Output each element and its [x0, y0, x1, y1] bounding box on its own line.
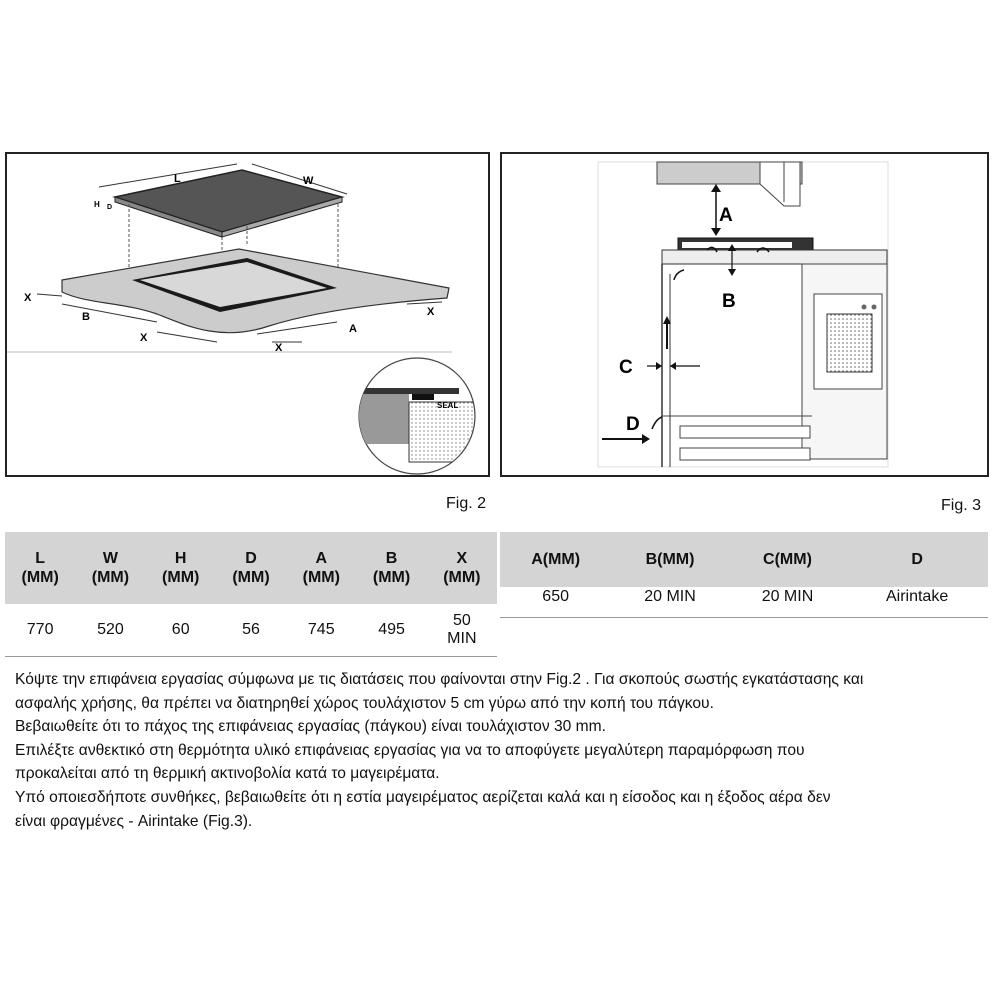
- header-D: D: [846, 532, 988, 587]
- label-X-bottom: X: [140, 332, 148, 344]
- label-B: B: [722, 291, 736, 312]
- value-A: 745: [286, 604, 356, 657]
- header-A: A (MM): [286, 532, 356, 604]
- value-W: 520: [75, 604, 145, 657]
- table-row: [500, 587, 988, 618]
- label-X-bottom-right: X: [275, 342, 283, 354]
- label-A: A: [719, 205, 733, 226]
- ventilation-drawing: [502, 154, 987, 475]
- seal-detail: [359, 358, 479, 474]
- label-D: D: [107, 204, 113, 211]
- figure-3-caption: Fig. 3: [941, 497, 982, 514]
- table-row: [5, 604, 497, 657]
- instruction-line: Επιλέξτε ανθεκτικό στη θερμότητα υλικό επιφάνειας εργασίας για να το αποφύγετε μεγαλύτερη παραμόρφωση που: [15, 741, 805, 759]
- header-A-mm: A(MM): [500, 532, 611, 587]
- figure-2-caption: Fig. 2: [446, 495, 487, 512]
- value-H: 60: [146, 604, 216, 657]
- label-B: B: [82, 311, 90, 323]
- instruction-line: Βεβαιωθείτε ότι το πάχος της επιφάνειας εργασίας (πάγκου) είναι τουλάχιστον 30 mm.: [15, 718, 606, 736]
- figure-3-ventilation-diagram: [500, 152, 989, 477]
- header-X: X (MM): [427, 532, 497, 604]
- value-B: 495: [356, 604, 426, 657]
- installation-instructions: [15, 668, 990, 833]
- label-C: C: [619, 357, 633, 378]
- value-A: 650: [500, 587, 611, 618]
- header-D: D (MM): [216, 532, 286, 604]
- value-B: 20 MIN: [611, 587, 728, 618]
- worktop: [662, 250, 887, 264]
- label-D: D: [626, 414, 640, 435]
- label-L: L: [174, 173, 181, 185]
- instruction-line: Κόψτε την επιφάνεια εργασίας σύμφωνα με τις διατάσεις που φαίνονται στην Fig.2 . Για σκοπούς σωστής εγκατάστασης και: [15, 671, 864, 688]
- label-H: H: [94, 200, 100, 209]
- header-B-mm: B(MM): [611, 532, 728, 587]
- instruction-line: προκαλείται από τη θερμική ακτινοβολία κατά το μαγειρέματα.: [15, 765, 440, 783]
- instruction-line: είναι φραγμένες - Airintake (Fig.3).: [15, 812, 253, 830]
- value-L: 770: [5, 604, 75, 657]
- label-A: A: [349, 323, 357, 335]
- label-seal: SEAL: [437, 401, 459, 410]
- figure-2-cutout-diagram: [5, 152, 490, 477]
- header-H: H (MM): [146, 532, 216, 604]
- cutout-drawing: [7, 154, 488, 475]
- value-C: 20 MIN: [729, 587, 846, 618]
- label-W: W: [303, 175, 314, 187]
- value-X: 50 MIN: [427, 604, 497, 657]
- dimensions-table-fig2: [5, 532, 497, 657]
- header-C-mm: C(MM): [729, 532, 846, 587]
- label-X-right: X: [427, 306, 435, 318]
- value-D: Airintake: [846, 587, 988, 618]
- instruction-line: ασφαλής χρήσης, θα πρέπει να διατηρηθεί χώρος τουλάχιστον 5 cm γύρω από την κοπή του πάγκου.: [15, 694, 714, 712]
- header-L: L (MM): [5, 532, 75, 604]
- label-X-left: X: [24, 292, 32, 304]
- header-B: B (MM): [356, 532, 426, 604]
- table-header-row: [5, 532, 497, 604]
- header-W: W (MM): [75, 532, 145, 604]
- ventilation-table-fig3: [500, 532, 988, 618]
- table-header-row: [500, 532, 988, 587]
- instruction-line: Υπό οποιεσδήποτε συνθήκες, βεβαιωθείτε ότι η εστία μαγειρέματος αερίζεται καλά και η είσοδος και η έξοδος αέρα δεν: [15, 788, 831, 806]
- value-D: 56: [216, 604, 286, 657]
